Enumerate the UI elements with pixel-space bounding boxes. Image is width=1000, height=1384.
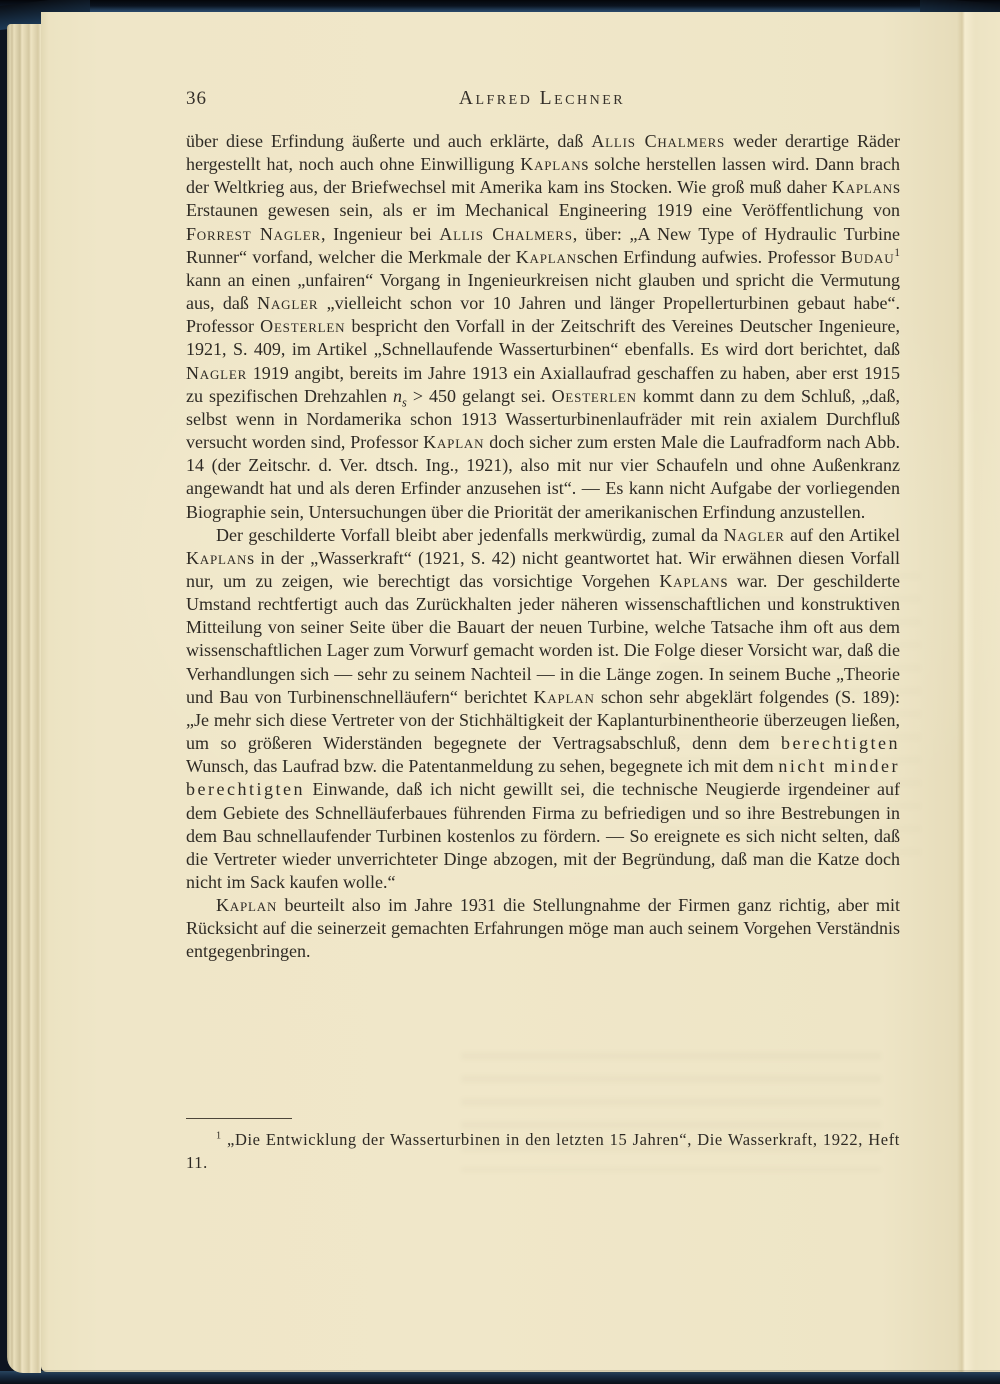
body-text (186, 130, 900, 1130)
footnote-rule (186, 1118, 292, 1119)
paragraph: Kaplan beurteilt also im Jahre 1931 die Stellungnahme der Firmen ganz richtig, aber mit Rücksicht auf die seinerzeit gemachten Erfahrungen möge man auch seinem Vorgehen Verständnis entgegenbringen. (186, 895, 900, 962)
page-number: 36 (186, 88, 207, 109)
paragraph: über diese Erfindung äußerte und auch erklärte, daß Allis Chalmers weder derartige Räder hergestellt hat, noch auch ohne Einwilligung Kaplans solche herstellen lassen wird. Dann brach der Weltkrieg aus, der Briefwechsel mit Amerika kam ins Stocken. Wie groß muß daher Kaplans Erstaunen gewesen sein, als er im Mechanical Engineering 1919 eine Veröffentlichung von Forrest Nagler, Ingenieur bei Allis Chalmers, über: „A New Type of Hydraulic Turbine Runner“ vorfand, welcher die Merkmale der Kaplanschen Erfindung aufwies. Professor Budau$^1$ kann an einen „unfairen“ Vorgang in Ingenieurkreisen nicht glauben und spricht die Vermutung aus, daß Nagler „vielleicht schon vor 10 Jahren und länger Propellerturbinen gebaut habe“. Professor Oesterlen bespricht den Vorfall in der Zeitschrift des Vereines Deutscher Ingenieure, 1921, S. 409, im Artikel „Schnellaufende Wasserturbinen“ ebenfalls. Es wird dort berichtet, daß Nagler 1919 angibt, bereits im Jahre 1913 ein Axiallaufrad geschaffen zu haben, aber erst 1915 zu spezifischen Drehzahlen $n_s > 450$ gelangt sei. Oesterlen kommt dann zu dem Schluß, „daß, selbst wenn in Nordamerika schon 1913 Wasserturbinenlaufräder mit rein axialem Durchfluß versucht worden sind, Professor Kaplan doch sicher zum ersten Male die Laufradform nach Abb. 14 (der Zeitschr. d. Ver. dtsch. Ing., 1921), also mit nur vier Schaufeln und ohne Außenkranz angewandt hat und als deren Erfinder anzusehen ist“. — Es kann nicht Aufgabe der vorliegenden Biographie sein, Untersuchungen über die Priorität der amerikanischen Erfindung anzustellen. (186, 131, 900, 522)
running-header: Alfred Lechner (458, 88, 626, 109)
page-edge-stack (7, 24, 41, 1373)
paragraph: Der geschilderte Vorfall bleibt aber jedenfalls merkwürdig, zumal da Nagler auf den Artikel Kaplans in der „Wasserkraft“ (1921, S. 42) nicht geantwortet hat. Wir erwähnen diesen Vorfall nur, um zu zeigen, wie berechtigt das vorsichtige Vorgehen Kaplans war. Der geschilderte Umstand rechtfertigt auch das Zurückhalten jeder näheren wissenschaftlichen und konstruktiven Mitteilung von seiner Seite über die Bauart der neuen Turbine, welche Tatsache ihm oft aus dem wissenschaftlichen Lager zum Vorwurf gemacht worden ist. Die Folge dieser Vorsicht war, daß die Verhandlungen sich — sehr zu seinem Nachteil — in die Länge zogen. In seinem Buche „Theorie und Bau von Turbinenschnelläufern“ berichtet Kaplan schon sehr abgeklärt folgendes (S. 189): „Je mehr sich diese Vertreter von der Stichhältigkeit der Kaplanturbinentheorie überzeugen ließen, um so größeren Widerständen begegnete der Vertragsabschluß, denn dem berechtigten Wunsch, das Laufrad bzw. die Patentanmeldung zu sehen, begegnete ich mit dem nicht minder berechtigten Einwande, daß ich nicht gewillt sei, die technische Neugierde irgendeiner auf dem Gebiete des Schnelläuferbaues führenden Firma zu befriedigen und so ihre Bestrebungen in dem Bau schnellaufender Turbinen kostenlos zu fördern. — So ereignete es sich nicht selten, daß die Vertreter wieder unverrichteter Dinge abzogen, mit der Begründung, daß man die Katze doch nicht im Sack kaufen wolle.“ (186, 524, 900, 892)
footnote-block (186, 1118, 900, 1174)
footnote: $^1$ „Die Entwicklung der Wasserturbinen in den letzten 15 Jahren“, Die Wasserkraft, 1922, Heft 11. (186, 1130, 900, 1172)
page-header (186, 88, 898, 114)
page-sheet (41, 12, 1000, 1372)
